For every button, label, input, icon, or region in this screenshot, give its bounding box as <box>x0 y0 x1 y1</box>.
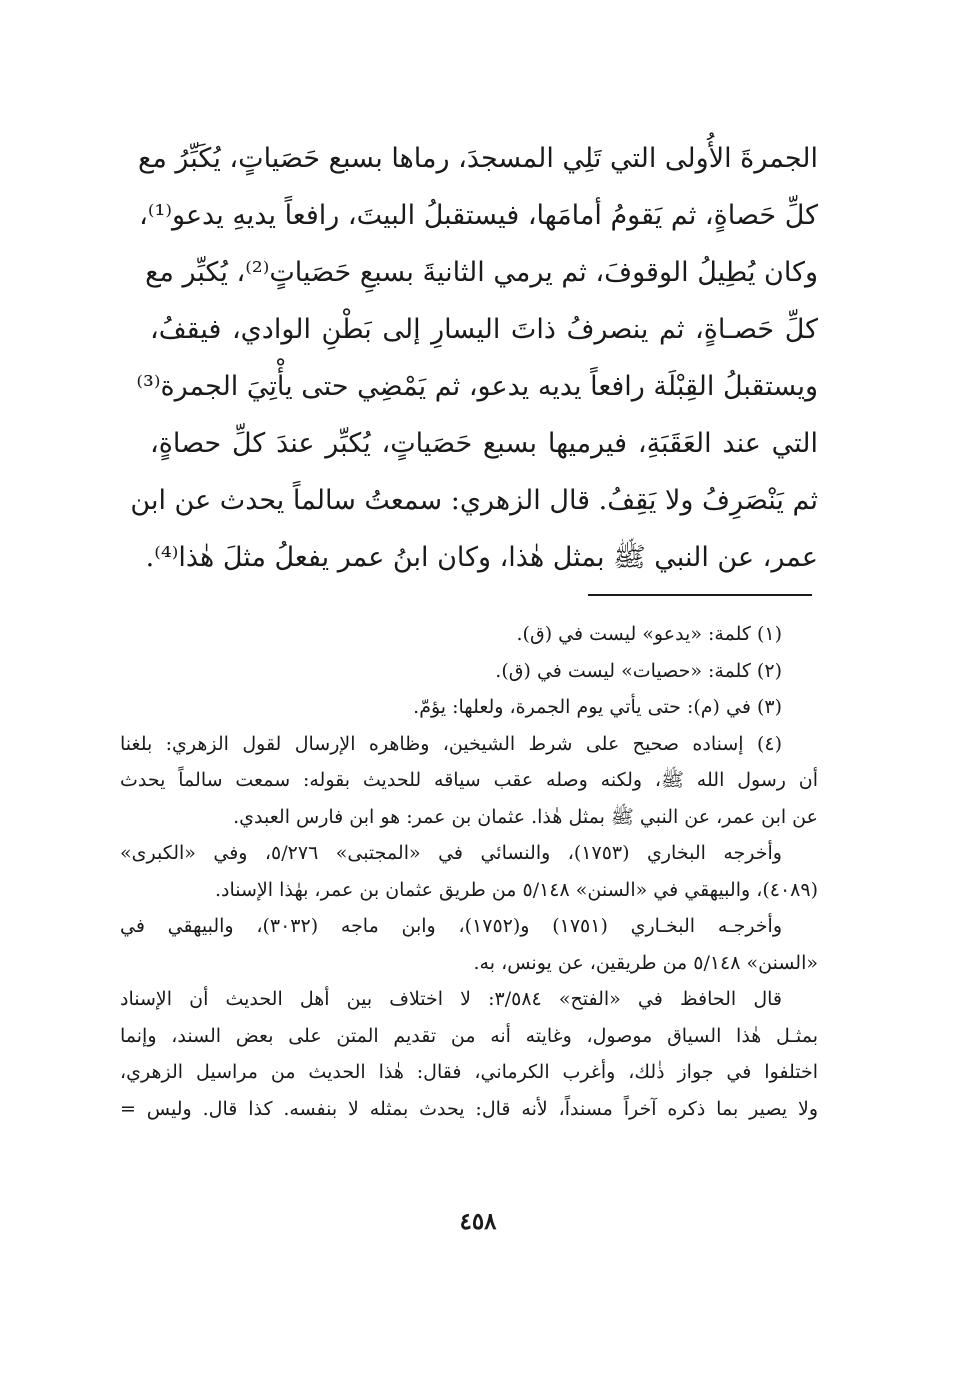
main-text-line: ويستقبلُ القِبْلَة رافعاً يديه يدعو، ثم يَمْضِي حتى يأْتِيَ الجمرة⁽³⁾ <box>136 371 818 402</box>
footnote-line: «السنن» ٥/١٤٨ من طريقين، عن يونس، به. <box>473 951 818 974</box>
main-text-line: التي عند العَقَبَةِ، فيرميها بسبع حَصَياتٍ، يُكبِّر عندَ كلِّ حصاةٍ، <box>150 428 818 459</box>
main-text-line: عمر، عن النبي ﷺ بمثل هٰذا، وكان ابنُ عمر يفعلُ مثلَ هٰذا⁽⁴⁾. <box>145 542 818 573</box>
page-number: ٤٥٨ <box>459 1208 497 1235</box>
footnote-line: قال الحافظ في «الفتح» ٣/٥٨٤: لا اختلاف بين أهل الحديث أن الإسناد <box>120 988 782 1010</box>
footnote-line: وأخرجـه البخـاري (١٧٥١) و(١٧٥٢)، وابن ماجه (٣٠٣٢)، والبيهقي في <box>120 915 782 937</box>
footnote-line: (٤) إسناده صحيح على شرط الشيخين، وظاهره الإرسال لقول الزهري: بلغنا <box>120 732 782 755</box>
footnote-line: ولا يصير بما ذكره آخراً مسنداً، لأنه قال: يحدث بمثله لا بنفسه. كذا قال. وليس = <box>120 1097 818 1120</box>
main-text-line: ثم يَنْصَرِفُ ولا يَقِفُ. قال الزهري: سمعتُ سالماً يحدث عن ابن <box>130 485 818 516</box>
footnotes-section <box>120 616 818 1127</box>
footnote-line: (١) كلمة: «يدعو» ليست في (ق). <box>516 623 782 645</box>
footnote-line: بمثـل هٰذا السياق موصول، وغايته أنه من تقديم المتن على بعض السند، وإنما <box>120 1024 818 1047</box>
footnote-line: (٢) كلمة: «حصيات» ليست في (ق). <box>495 659 782 682</box>
main-text-line: وكان يُطِيلُ الوقوفَ، ثم يرمي الثانيةَ بسبعِ حَصَياتٍ⁽²⁾، يُكبِّر مع <box>145 257 818 288</box>
footnote-line: أن رسول الله ﷺ، ولكنه وصله عقب سياقه للحديث بقوله: سمعت سالماً يحدث <box>120 769 818 791</box>
main-text-line: الجمرةَ الأُولى التي تَلِي المسجدَ، رماها بسبع حَصَياتٍ، يُكَبِّرُ مع <box>137 143 818 174</box>
footnote-line: اختلفوا في جواز ذٰلك، وأغرب الكرماني، فقال: هٰذا الحديث من مراسيل الزهري، <box>120 1061 818 1083</box>
footnote-line: (٣) في (م): حتى يأتي يوم الجمرة، ولعلها: يؤمّ. <box>413 696 782 718</box>
main-text-line: كلِّ حَصاةٍ، ثم يَقومُ أمامَها، فيستقبلُ البيتَ، رافعاً يديهِ يدعو⁽¹⁾، <box>139 200 818 231</box>
main-text-body <box>130 130 818 586</box>
footnote-line: وأخرجه البخاري (١٧٥٣)، والنسائي في «المجتبى» ٥/٢٧٦، وفي «الكبرى» <box>120 842 782 864</box>
main-text-line: كلِّ حَصـاةٍ، ثم ينصرفُ ذاتَ اليسارِ إلى بَطْنِ الوادي، فيقفُ، <box>150 314 818 345</box>
footnote-separator <box>588 594 812 596</box>
footnote-line: (٤٠٨٩)، والبيهقي في «السنن» ٥/١٤٨ من طريق عثمان بن عمر، بهٰذا الإسناد. <box>215 878 818 901</box>
footnote-line: عن ابن عمر، عن النبي ﷺ بمثل هٰذا. عثمان بن عمر: هو ابن فارس العبدي. <box>233 805 818 828</box>
